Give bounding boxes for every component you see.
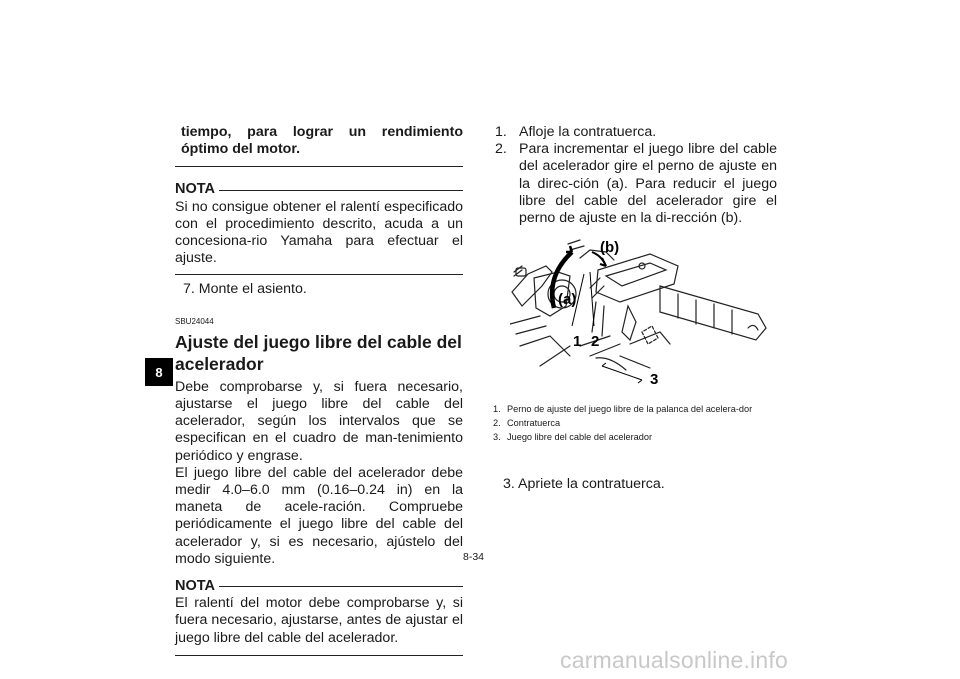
page-number: 8-34 [463, 551, 485, 563]
caption-item: 2. Contratuerca [493, 418, 561, 428]
divider [175, 166, 463, 167]
figure-captions [493, 404, 778, 443]
chapter-tab: 8 [145, 358, 173, 386]
nota-line [219, 190, 463, 191]
caption-item: 1. Perno de ajuste del juego libre de la palanca del acelera-dor [493, 404, 753, 414]
nota-label: NOTA [175, 181, 216, 198]
caption-item: 3. Juego libre del cable del acelerador [493, 432, 653, 442]
figure-label-3: 3 [650, 371, 659, 386]
nota-text: Si no consigue obtener el ralentí especificado con el procedimiento descrito, acuda a un concesiona-rio Yamaha para efectuar el ajuste. [175, 198, 463, 267]
step-7: 7. Monte el asiento. [183, 281, 307, 298]
nota-header [175, 578, 463, 595]
nota-line [219, 586, 463, 587]
figure-label-2: 2 [591, 333, 600, 350]
throttle-illustration [510, 236, 772, 386]
paragraph-1: Debe comprobarse y, si fuera necesario, ajustarse el juego libre del cable del acelerador, según los intervalos que se especifican en el cuadro de man-tenimiento periódico y engrase. [175, 378, 463, 464]
step-3: 3. Apriete la contratuerca. [503, 476, 665, 492]
watermark: carmanualsonline.info [560, 647, 788, 673]
figure-label-1: 1 [573, 333, 582, 350]
right-column [495, 124, 777, 227]
divider [175, 274, 463, 275]
list-item: 2. Para incrementar el juego libre del cable del acelerador gire el perno de ajuste en la direc-ción (a). Para reducir el juego libre del cable del acelerador gire el perno de ajuste en la di-rección (b). [495, 141, 777, 227]
section-heading: Ajuste del juego libre del cable del acelerador [175, 331, 462, 374]
left-column [175, 124, 463, 656]
divider [175, 655, 463, 656]
section-code: SBU24044 [175, 316, 214, 326]
steps-list [495, 124, 777, 227]
paragraph-2: El juego libre del cable del acelerador debe medir 4.0–6.0 mm (0.16–0.24 in) en la maneta de acele-ración. Compruebe periódicamente el juego libre del cable del acelerador y, si es necesario, ajústelo del modo siguiente. [175, 464, 463, 567]
nota-text: El ralentí del motor debe comprobarse y, si fuera necesario, ajustarse, antes de ajustar el juego libre del cable del acelerador. [175, 595, 463, 646]
figure-label-a: (a) [558, 291, 577, 308]
nota-header [175, 181, 463, 198]
figure-label-b: (b) [600, 239, 620, 256]
nota-label: NOTA [175, 578, 216, 595]
continued-bold-text: tiempo, para lograr un rendimiento óptimo del motor. [181, 124, 463, 158]
list-item: 1. Afloje la contratuerca. [495, 124, 657, 140]
